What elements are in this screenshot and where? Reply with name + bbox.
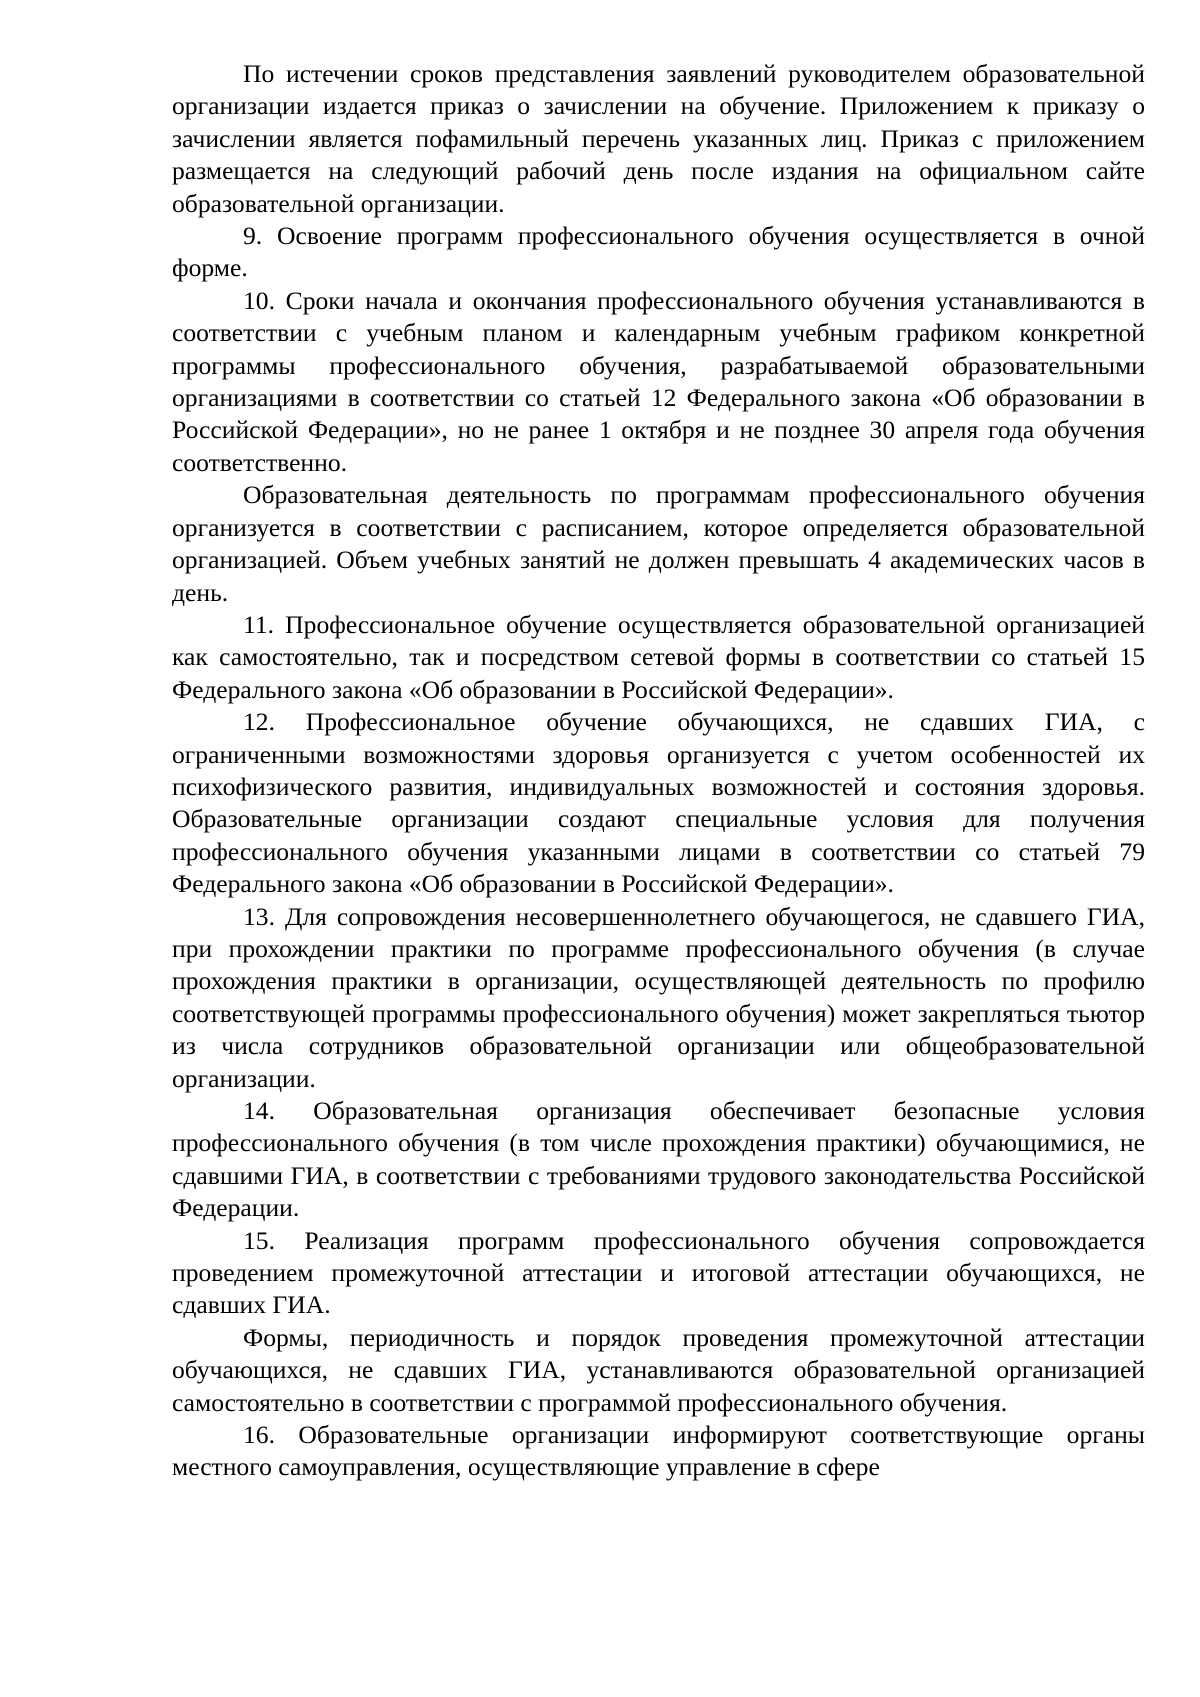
paragraph-11: 11. Профессиональное обучение осуществляется образовательной организацией как самостоятельно, так и посредством сетевой формы в соответствии со статьей 15 Федерального закона «Об образовании в Российской Федерации».	[172, 609, 1145, 704]
paragraph-15: 15. Реализация программ профессионального обучения сопровождается проведением промежуточной аттестации и итоговой аттестации обучающихся, не сдавших ГИА.	[172, 1225, 1145, 1320]
paragraph-16: 16. Образовательные организации информируют соответствующие органы местного самоуправления, осуществляющие управление в сфере	[172, 1420, 1145, 1482]
paragraph-13: 13. Для сопровождения несовершеннолетнего обучающегося, не сдавшего ГИА, при прохождении практики по программе профессионального обучения (в случае прохождения практики в организации, осуществляющей деятельность по профилю соответствующей программы профессионального обучения) может закрепляться тьютор из числа сотрудников образовательной организации или общеобразовательной организации.	[172, 901, 1145, 1093]
paragraph-10: 10. Сроки начала и окончания профессионального обучения устанавливаются в соответствии с учебным планом и календарным учебным графиком конкретной программы профессионального обучения, разрабатываемой образовательными организациями в соответствии со статьей 12 Федерального закона «Об образовании в Российской Федерации», но не ранее 1 октября и не позднее 30 апреля года обучения соответственно.	[172, 285, 1145, 477]
paragraph-15-forms: Формы, периодичность и порядок проведения промежуточной аттестации обучающихся, не сдавших ГИА, устанавливаются образовательной организацией самостоятельно в соответствии с программой профессионального обучения.	[172, 1322, 1145, 1417]
paragraph-12: 12. Профессиональное обучение обучающихся, не сдавших ГИА, с ограниченными возможностями здоровья организуется с учетом особенностей их психофизического развития, индивидуальных возможностей и состояния здоровья. Образовательные организации создают специальные условия для получения профессионального обучения указанными лицами в соответствии со статьей 79 Федерального закона «Об образовании в Российской Федерации».	[172, 707, 1145, 899]
paragraph-9: 9. Освоение программ профессионального обучения осуществляется в очной форме.	[172, 221, 1145, 283]
document-body	[172, 58, 1145, 1484]
paragraph-enrollment-order: По истечении сроков представления заявлений руководителем образовательной организации издается приказ о зачислении на обучение. Приложением к приказу о зачислении является пофамильный перечень указанных лиц. Приказ с приложением размещается на следующий рабочий день после издания на официальном сайте образовательной организации.	[172, 59, 1145, 218]
paragraph-10-schedule: Образовательная деятельность по программам профессионального обучения организуется в соответствии с расписанием, которое определяется образовательной организацией. Объем учебных занятий не должен превышать 4 академических часов в день.	[172, 480, 1145, 607]
paragraph-14: 14. Образовательная организация обеспечивает безопасные условия профессионального обучения (в том числе прохождения практики) обучающимися, не сдавшими ГИА, в соответствии с требованиями трудового законодательства Российской Федерации.	[172, 1096, 1145, 1223]
